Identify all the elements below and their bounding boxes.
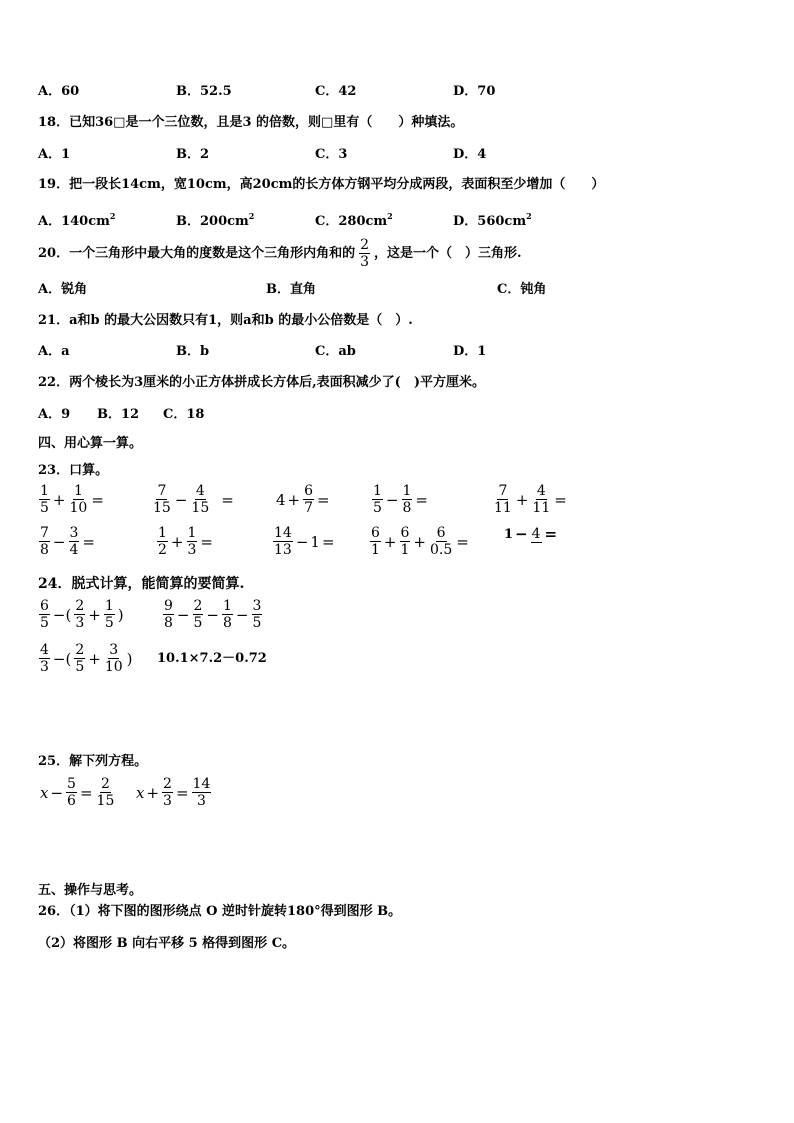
q23-expr-1: $\frac{1}{5}$ + $\frac{1}{10}$ =: [40, 483, 104, 516]
q25-equation-2: x + $\frac{2}{3}$ = $\frac{14}{3}$: [136, 776, 211, 809]
q24-expr-3: $\frac{4}{3}$ −( $\frac{2}{5}$ + $\frac{3}{10}$ ): [40, 642, 133, 675]
q24-expr-2: $\frac{9}{8}$ − $\frac{2}{5}$ − $\frac{1}{8}$ − $\frac{3}{5}$: [164, 598, 262, 631]
q25-equation-1: x − $\frac{5}{6}$ = $\frac{2}{15}$: [40, 776, 115, 809]
q22-option-c: C．18: [163, 407, 205, 422]
q23-expr-10: 1 − 4 =: [504, 525, 558, 543]
q20-option-c: C．钝角: [497, 282, 547, 297]
q23-expr-8: $\frac{14}{13}$ − 1 =: [274, 525, 335, 558]
q17-option-b: B．52.5: [176, 84, 232, 99]
q23-expr-7: $\frac{1}{2}$ + $\frac{1}{3}$ =: [158, 525, 213, 558]
q20-option-b: B．直角: [266, 282, 316, 297]
q20-text: 20．一个三角形中最大角的度数是这个三角形内角和的 $\frac{2}{3}$ ，这是一个（ ）三角形.: [38, 237, 522, 270]
q21-option-b: B．b: [176, 344, 210, 359]
q18-text: 18．已知36□是一个三位数，且是3 的倍数，则□里有（ ）种填法。: [38, 115, 464, 130]
q22-option-b: B．12: [97, 407, 140, 422]
q21-option-a: A．a: [38, 344, 70, 359]
q18-option-d: D．4: [453, 147, 487, 162]
section-4-heading: 四、用心算一算。: [38, 436, 143, 451]
q20-option-a: A．锐角: [38, 282, 88, 297]
q24-expr-4: 10.1×7.2－0.72: [157, 651, 267, 666]
q21-option-d: D．1: [453, 344, 487, 359]
q26-line-2: （2）将图形 B 向右平移 5 格得到图形 C。: [38, 936, 296, 951]
q23-expr-2: $\frac{7}{15}$ − $\frac{4}{15}$ =: [153, 483, 234, 516]
q19-option-b: B．$200cm^2$: [176, 211, 255, 229]
q24-title: 24．脱式计算，能简算的要简算.: [38, 576, 245, 592]
q18-option-a: A．1: [38, 147, 71, 162]
q18-option-c: C．3: [315, 147, 348, 162]
q23-expr-6: $\frac{7}{8}$ − $\frac{3}{4}$ =: [40, 525, 95, 558]
q21-text: 21．a和b 的最大公因数只有1，则a和b 的最小公倍数是（ ）.: [38, 313, 413, 328]
q18-option-b: B．2: [176, 147, 210, 162]
section-5-heading: 五、操作与思考。: [38, 883, 143, 898]
q17-option-a: A．60: [38, 84, 80, 99]
q19-option-d: D．$560cm^2$: [453, 211, 532, 229]
q19-option-c: C．$280cm^2$: [315, 211, 393, 229]
q23-title: 23．口算。: [38, 463, 109, 478]
q23-expr-9: $\frac{6}{1}$ + $\frac{6}{1}$ + $\frac{6}{0.5}$ =: [371, 525, 469, 558]
q23-expr-5: $\frac{7}{11}$ + $\frac{4}{11}$ =: [494, 483, 567, 516]
q17-option-d: D．70: [453, 84, 496, 99]
q26-line-1: 26．（1）将下图的图形绕点 O 逆时针旋转180°得到图形 B。: [38, 904, 402, 919]
q22-option-a: A．9: [38, 407, 71, 422]
q23-expr-3: 4 + $\frac{6}{7}$ =: [276, 483, 330, 516]
q19-text: 19．把一段长14cm，宽10cm，高20cm的长方体方钢平均分成两段，表面积至少增加（ ）: [38, 177, 605, 192]
q23-expr-4: $\frac{1}{5}$ − $\frac{1}{8}$ =: [373, 483, 428, 516]
q24-expr-1: $\frac{6}{5}$ −( $\frac{2}{3}$ + $\frac{1}{5}$ ): [40, 598, 124, 631]
q17-option-c: C．42: [315, 84, 357, 99]
q19-option-a: A．$140cm^2$: [38, 211, 116, 229]
q25-title: 25．解下列方程。: [38, 754, 148, 769]
q21-option-c: C．ab: [315, 344, 356, 359]
q22-text: 22．两个棱长为3厘米的小正方体拼成长方体后,表面积减少了( )平方厘米。: [38, 375, 485, 390]
